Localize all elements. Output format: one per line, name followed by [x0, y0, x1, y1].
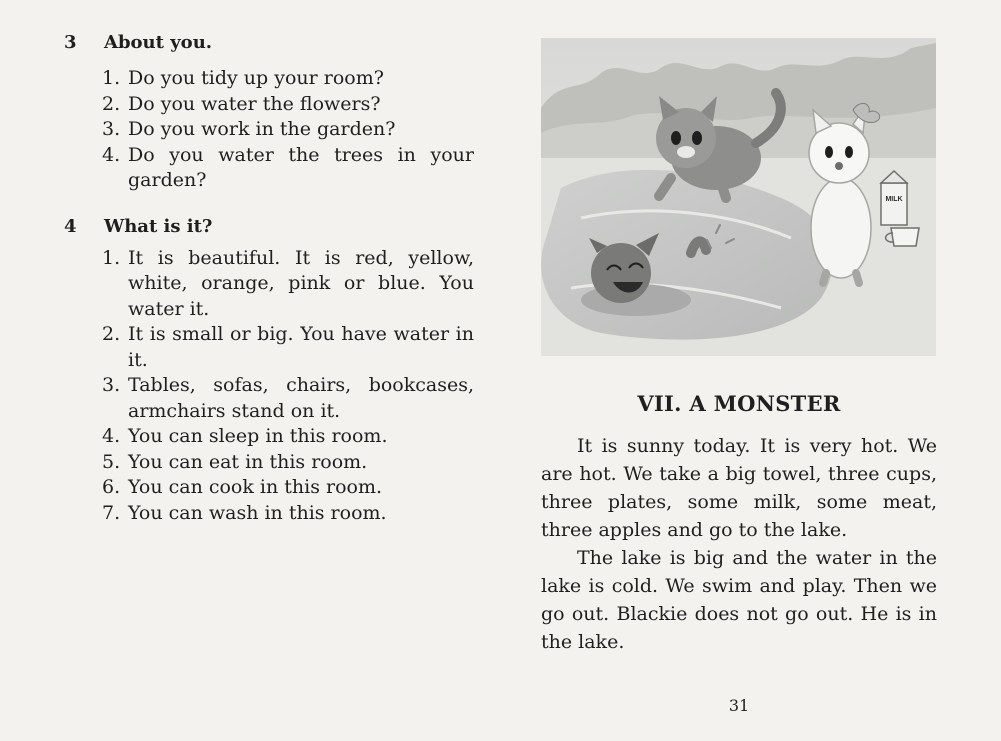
exercise-title: About you.: [104, 32, 213, 53]
item-number: 5.: [102, 450, 121, 473]
list-item: [64, 92, 474, 118]
exercise-4: [64, 214, 474, 527]
item-text: Tables, sofas, chairs, bookcases, armchairs stand on it.: [128, 374, 474, 422]
item-number: 4.: [102, 425, 121, 447]
page-number: 31: [728, 696, 750, 715]
list-item: [64, 450, 474, 476]
item-number: 7.: [102, 501, 121, 524]
list-item: [64, 424, 474, 450]
exercise-title: What is it?: [104, 215, 213, 237]
list-item: [64, 117, 474, 143]
list-item: [64, 475, 474, 501]
item-number: 1.: [102, 246, 121, 269]
item-number: 2.: [102, 323, 121, 345]
item-text: Do you water the trees in your garden?: [128, 143, 474, 191]
item-text: Do you work in the garden?: [128, 118, 396, 140]
list-item: [64, 373, 474, 424]
exercise-heading: [64, 214, 474, 240]
kittens-illustration: [541, 38, 936, 356]
item-text: You can eat in this room.: [128, 450, 368, 473]
item-text: It is small or big. You have water in it.: [128, 323, 474, 371]
riddle-list: [64, 246, 474, 527]
item-text: You can cook in this room.: [128, 476, 383, 498]
item-number: 1.: [102, 67, 121, 89]
exercise-number: 4: [64, 215, 77, 237]
item-text: It is beautiful. It is red, yellow, white, orange, pink or blue. You water it.: [128, 246, 474, 320]
item-number: 2.: [102, 92, 121, 115]
item-text: You can sleep in this room.: [128, 425, 388, 447]
story-title: VII. A MONSTER: [637, 391, 841, 416]
item-text: Do you water the flowers?: [128, 92, 381, 115]
question-list: [64, 66, 474, 194]
item-number: 3.: [102, 374, 121, 396]
milk-carton: [881, 171, 907, 225]
left-column: [64, 30, 474, 526]
milk-label: MILK: [885, 196, 903, 203]
item-text: Do you tidy up your room?: [128, 67, 384, 89]
exercise-3: [64, 30, 474, 194]
item-number: 4.: [102, 143, 121, 166]
story-paragraph: The lake is big and the water in the lake is cold. We swim and play. Then we go out. Blackie does not go out. He is in the lake.: [541, 547, 937, 653]
item-number: 6.: [102, 476, 121, 498]
list-item: [64, 322, 474, 373]
exercise-number: 3: [64, 32, 77, 53]
list-item: [64, 501, 474, 527]
list-item: [64, 246, 474, 323]
story-paragraph: It is sunny today. It is very hot. We are hot. We take a big towel, three cups, three plates, some milk, some meat, three apples and go to the lake.: [541, 435, 937, 541]
exercise-heading: [64, 30, 474, 56]
list-item: [64, 143, 474, 194]
list-item: [64, 66, 474, 92]
story-section: [541, 390, 937, 656]
kittens-lake-picture: [541, 38, 936, 356]
item-number: 3.: [102, 118, 121, 140]
item-text: You can wash in this room.: [128, 501, 387, 524]
